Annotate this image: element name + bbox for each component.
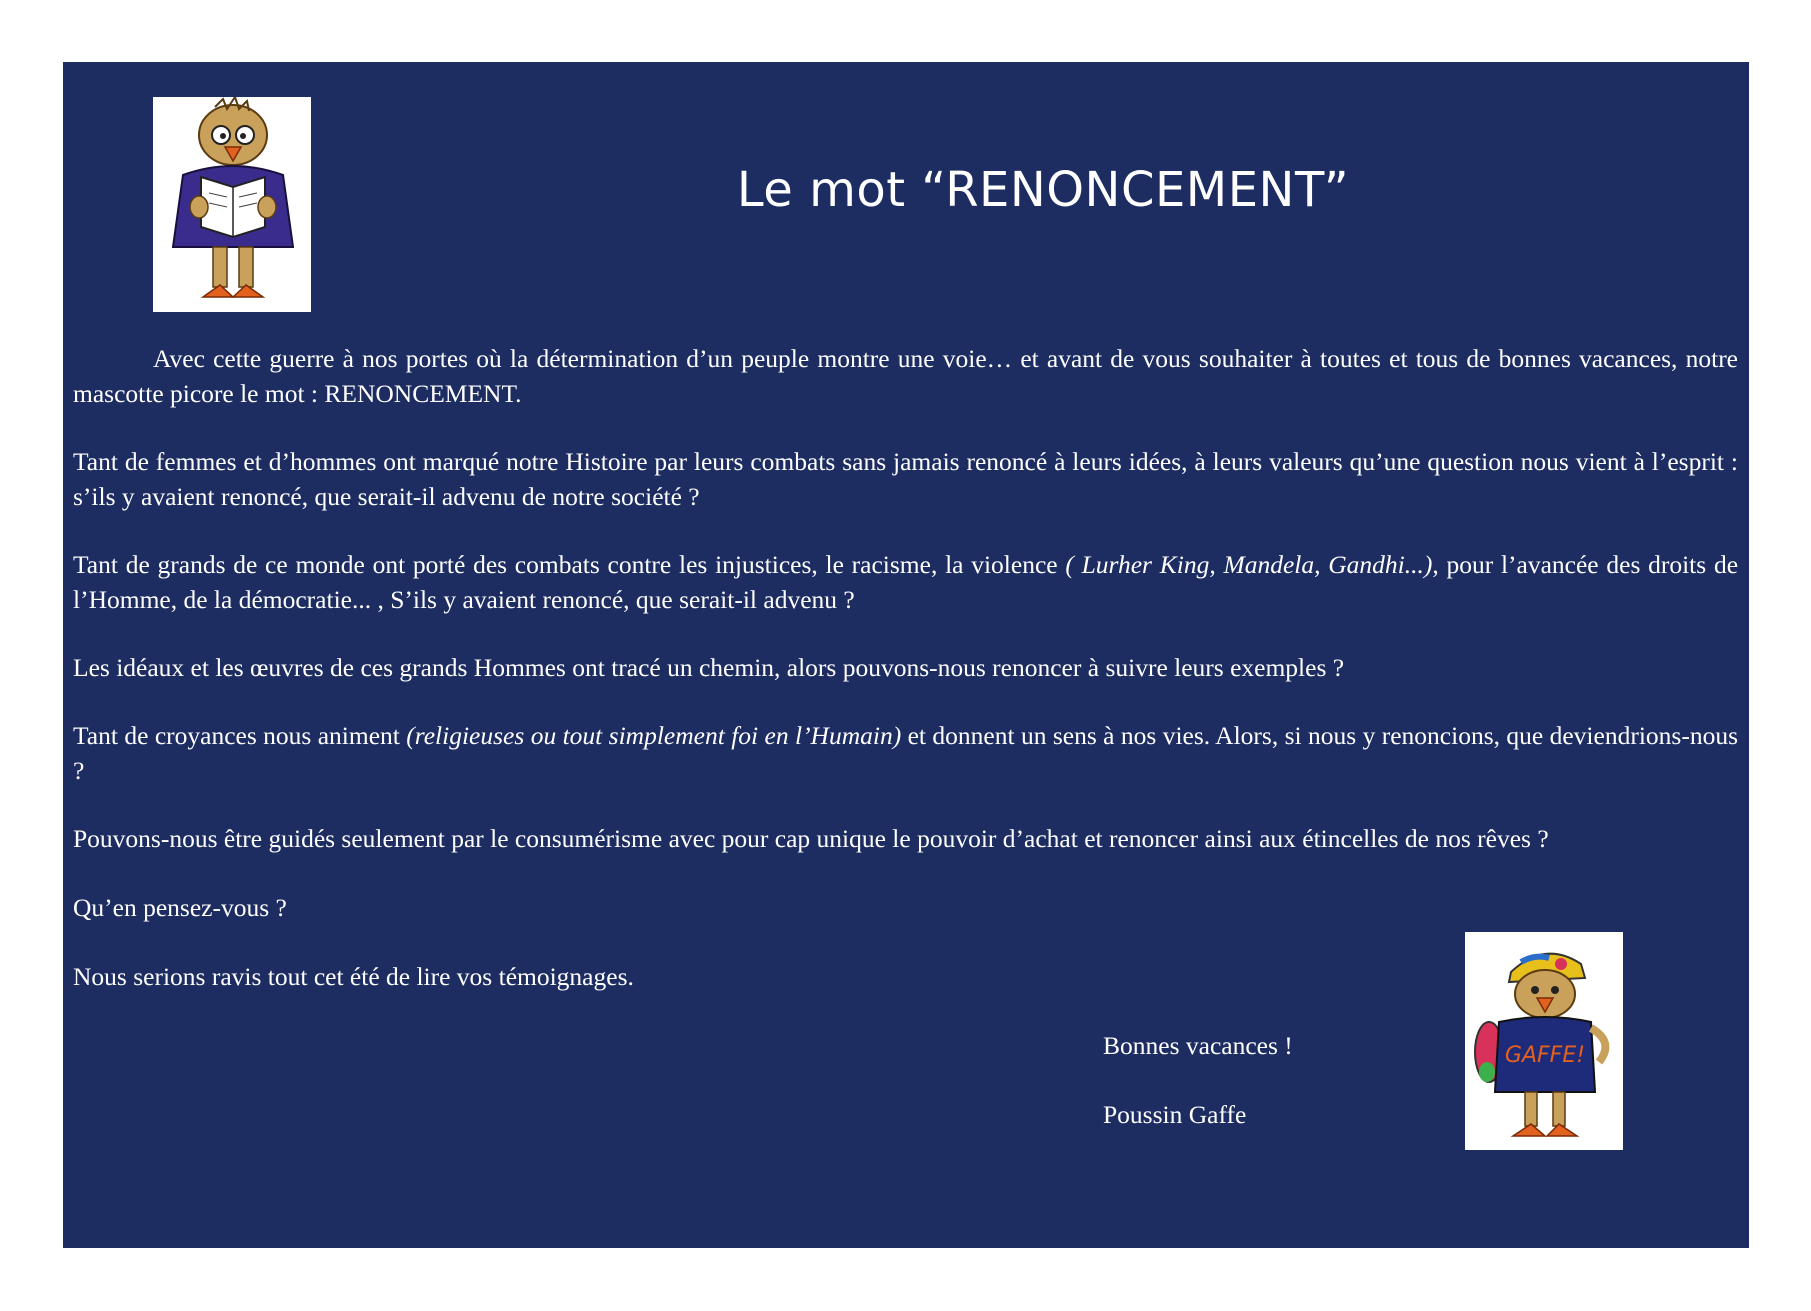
paragraph-consumerism: Pouvons-nous être guidés seulement par le consumérisme avec pour cap unique le pouvoir d’achat et renoncer ainsi aux étincelles de nos rêves ? [73, 824, 1549, 853]
article-panel [63, 62, 1749, 1248]
paragraph-ideals: Les idéaux et les œuvres de ces grands Hommes ont tracé un chemin, alors pouvons-nous renoncer à suivre leurs exemples ? [73, 653, 1345, 682]
paragraph-text: Tant de grands de ce monde ont porté des combats contre les injustices, le racisme, la violence [73, 550, 1066, 579]
paragraph-testimonials: Nous serions ravis tout cet été de lire vos témoignages. [73, 962, 634, 991]
mascot-reading-image [153, 97, 311, 312]
signature-greeting: Bonnes vacances ! [1103, 1031, 1293, 1060]
paragraph-text: , pour l’avancée des droits de l’Homme, de la démocratie... , S’ils y avaient renoncé, que serait-il advenu ? [73, 550, 1739, 614]
paragraph-italic-names: ( Lurher King, Mandela, Gandhi...) [1065, 550, 1433, 579]
page-title: Le mot “RENONCEMENT” [736, 162, 1350, 218]
mascot-gaffe-illustration [1465, 932, 1623, 1150]
mascot-reading-illustration [153, 97, 311, 312]
paragraph-great-figures [73, 548, 1738, 617]
paragraph-history: Tant de femmes et d’hommes ont marqué notre Histoire par leurs combats sans jamais renoncé à leurs idées, à leurs valeurs qu’une question nous vient à l’esprit : s’ils y avaient renoncé, que serait-il advenu de notre société ? [73, 447, 1738, 511]
signature-name: Poussin Gaffe [1103, 1100, 1247, 1129]
paragraph-text: et donnent un sens à nos vies. Alors, si nous y renoncions, que deviendrions-nous ? [73, 721, 1738, 785]
paragraph-italic-beliefs: (religieuses ou tout simplement foi en l’Humain) [406, 721, 902, 750]
paragraph-beliefs [73, 719, 1738, 788]
mascot-shirt-text: GAFFE! [1504, 1043, 1586, 1068]
mascot-gaffe-image [1465, 932, 1623, 1150]
intro-paragraph: Avec cette guerre à nos portes où la détermination d’un peuple montre une voie… et avant de vous souhaiter à toutes et tous de bonnes vacances, notre mascotte picore le mot : RENONCEMENT. [73, 344, 1738, 408]
paragraph-text: Tant de croyances nous animent [73, 721, 407, 750]
paragraph-question: Qu’en pensez-vous ? [73, 893, 287, 922]
